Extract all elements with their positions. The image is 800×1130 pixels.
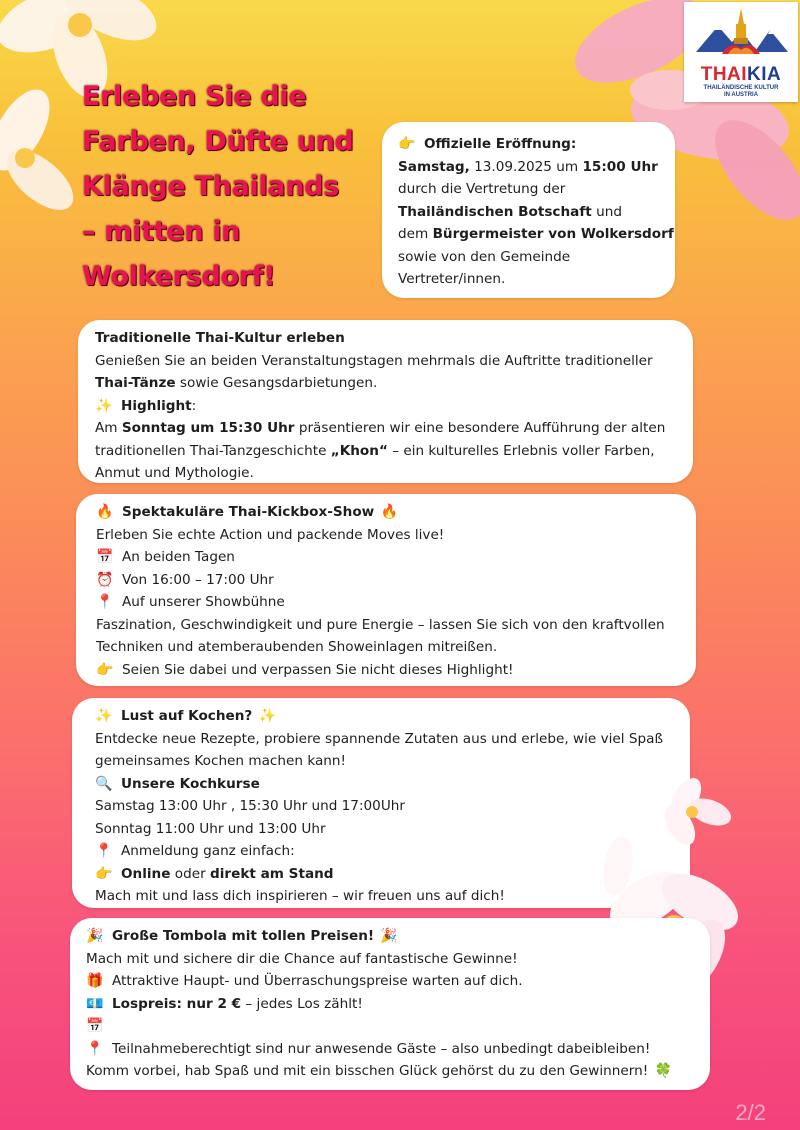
opening-time: 15:00 Uhr bbox=[582, 158, 658, 175]
culture-text: präsentieren wir eine besondere Aufführung der alten bbox=[294, 420, 666, 436]
money-icon: 💶 bbox=[86, 995, 104, 1012]
opening-card bbox=[382, 122, 675, 298]
cooking-online: Online bbox=[121, 865, 171, 882]
highlight-colon: : bbox=[191, 397, 197, 414]
tombola-closing: Komm vorbei, hab Spaß und mit ein bisschen Glück gehörst du zu den Gewinnern! bbox=[86, 1063, 649, 1079]
cooking-stand: direkt am Stand bbox=[210, 865, 334, 882]
pin-icon: 📍 bbox=[95, 843, 113, 859]
culture-text: sowie Gesangsdarbietungen. bbox=[175, 375, 378, 391]
tombola-text: Mach mit und sichere dir die Chance auf fantastische Gewinne! bbox=[86, 950, 518, 967]
kickbox-time: Von 16:00 – 17:00 Uhr bbox=[122, 571, 274, 588]
cooking-closing: Mach mit und lass dich inspirieren – wir freuen uns auf dich! bbox=[95, 888, 505, 904]
fire-icon: 🔥 bbox=[380, 504, 398, 520]
opening-day: Samstag, bbox=[398, 158, 470, 175]
opening-mayor: Bürgermeister von Wolkersdorf bbox=[432, 226, 674, 242]
cooking-courses: Unsere Kochkurse bbox=[121, 775, 260, 792]
culture-dances: Thai-Tänze bbox=[95, 375, 176, 391]
kickbox-text: Erleben Sie echte Action und packende Moves live! bbox=[96, 526, 445, 543]
magnifier-icon: 🔍 bbox=[95, 775, 113, 792]
opening-text: durch die Vertretung der bbox=[398, 181, 566, 197]
kickbox-text: Faszination, Geschwindigkeit und pure Energie – lassen Sie sich von den kraftvollen bbox=[96, 616, 665, 633]
cooking-signup: Anmeldung ganz einfach: bbox=[121, 843, 295, 859]
cooking-text: Entdecke neue Rezepte, probiere spannende Zutaten aus und erlebe, wie viel Spaß bbox=[95, 730, 664, 747]
point-right-icon: 👉 bbox=[96, 661, 114, 678]
tombola-heading: Große Tombola mit tollen Preisen! bbox=[112, 928, 375, 944]
point-right-icon: 👉 bbox=[398, 136, 416, 152]
cooking-text: gemeinsames Kochen machen kann! bbox=[95, 753, 346, 769]
clover-icon: 🍀 bbox=[654, 1063, 672, 1079]
point-right-icon: 👉 bbox=[95, 865, 113, 882]
opening-heading: Offizielle Eröffnung: bbox=[424, 136, 577, 152]
cooking-heading: Lust auf Kochen? bbox=[121, 708, 253, 724]
thaikia-logo bbox=[684, 2, 798, 102]
culture-text: Anmut und Mythologie. bbox=[95, 465, 254, 481]
cooking-sunday: Sonntag 11:00 Uhr und 13:00 Uhr bbox=[95, 820, 326, 837]
tombola-prizes: Attraktive Haupt- und Überraschungspreise warten auf dich. bbox=[112, 973, 523, 989]
tombola-card bbox=[70, 918, 710, 1090]
cooking-text: oder bbox=[170, 865, 210, 882]
kickbox-card bbox=[76, 494, 696, 686]
logo-wordmark: THAIKIA bbox=[700, 64, 782, 85]
party-popper-icon: 🎉 bbox=[86, 928, 104, 944]
party-popper-icon: 🎉 bbox=[380, 928, 398, 944]
kickbox-text: Techniken und atemberaubenden Showeinlagen mitreißen. bbox=[96, 639, 498, 655]
calendar-icon: 📅 bbox=[86, 1018, 104, 1034]
kickbox-text: Seien Sie dabei und verpassen Sie nicht dieses Highlight! bbox=[122, 661, 514, 678]
highlight-label: Highlight bbox=[121, 397, 192, 414]
tombola-text: – jedes Los zählt! bbox=[241, 995, 363, 1012]
culture-heading: Traditionelle Thai-Kultur erleben bbox=[95, 330, 345, 346]
logo-subtitle: THAILÄNDISCHE KULTUR IN AUSTRIA bbox=[703, 85, 779, 98]
title-line: Klänge Thailands bbox=[82, 171, 340, 202]
culture-text: traditionellen Thai-Tanzgeschichte bbox=[95, 442, 331, 459]
alarm-clock-icon: ⏰ bbox=[96, 571, 114, 588]
culture-sunday-time: Sonntag um 15:30 Uhr bbox=[121, 420, 295, 436]
culture-card bbox=[78, 320, 693, 483]
fire-icon: 🔥 bbox=[96, 504, 114, 520]
culture-text: – ein kulturelles Erlebnis voller Farben, bbox=[387, 442, 655, 459]
pin-icon: 📍 bbox=[96, 594, 114, 610]
cooking-saturday: Samstag 13:00 Uhr , 15:30 Uhr und 17:00Uhr bbox=[95, 798, 405, 814]
culture-text: Am bbox=[95, 420, 122, 436]
opening-text: und bbox=[591, 203, 622, 220]
opening-date: 13.09.2025 um bbox=[469, 158, 583, 175]
opening-text: dem bbox=[398, 226, 433, 242]
temple-mountain-icon bbox=[684, 2, 798, 64]
sparkles-icon: ✨ bbox=[95, 708, 113, 724]
opening-text: sowie von den Gemeinde bbox=[398, 248, 571, 265]
sparkles-icon: ✨ bbox=[258, 708, 277, 724]
culture-text: Genießen Sie an beiden Veranstaltungstagen mehrmals die Auftritte traditioneller bbox=[95, 352, 653, 369]
calendar-icon: 📅 bbox=[96, 549, 114, 565]
kickbox-place: Auf unserer Showbühne bbox=[122, 594, 285, 610]
page-number: 2/2 bbox=[735, 1100, 766, 1125]
sparkles-icon: ✨ bbox=[95, 397, 113, 414]
gift-icon: 🎁 bbox=[86, 973, 104, 989]
tombola-price: Lospreis: nur 2 € bbox=[112, 995, 242, 1012]
title-line: Farben, Düfte und bbox=[82, 126, 354, 157]
culture-khon: „Khon“ bbox=[330, 442, 388, 459]
title-line: Wolkersdorf! bbox=[82, 261, 276, 292]
opening-text: Vertreter/innen. bbox=[398, 271, 506, 287]
tombola-eligible: Teilnahmeberechtigt sind nur anwesende Gäste – also unbedingt dabeibleiben! bbox=[112, 1040, 651, 1057]
page-title bbox=[82, 74, 382, 299]
pin-icon: 📍 bbox=[86, 1040, 104, 1057]
kickbox-days: An beiden Tagen bbox=[122, 549, 235, 565]
kickbox-heading: Spektakuläre Thai-Kickbox-Show bbox=[122, 504, 375, 520]
title-line: – mitten in bbox=[82, 216, 241, 247]
title-line: Erleben Sie die bbox=[82, 81, 307, 112]
opening-embassy: Thailändischen Botschaft bbox=[398, 203, 592, 220]
